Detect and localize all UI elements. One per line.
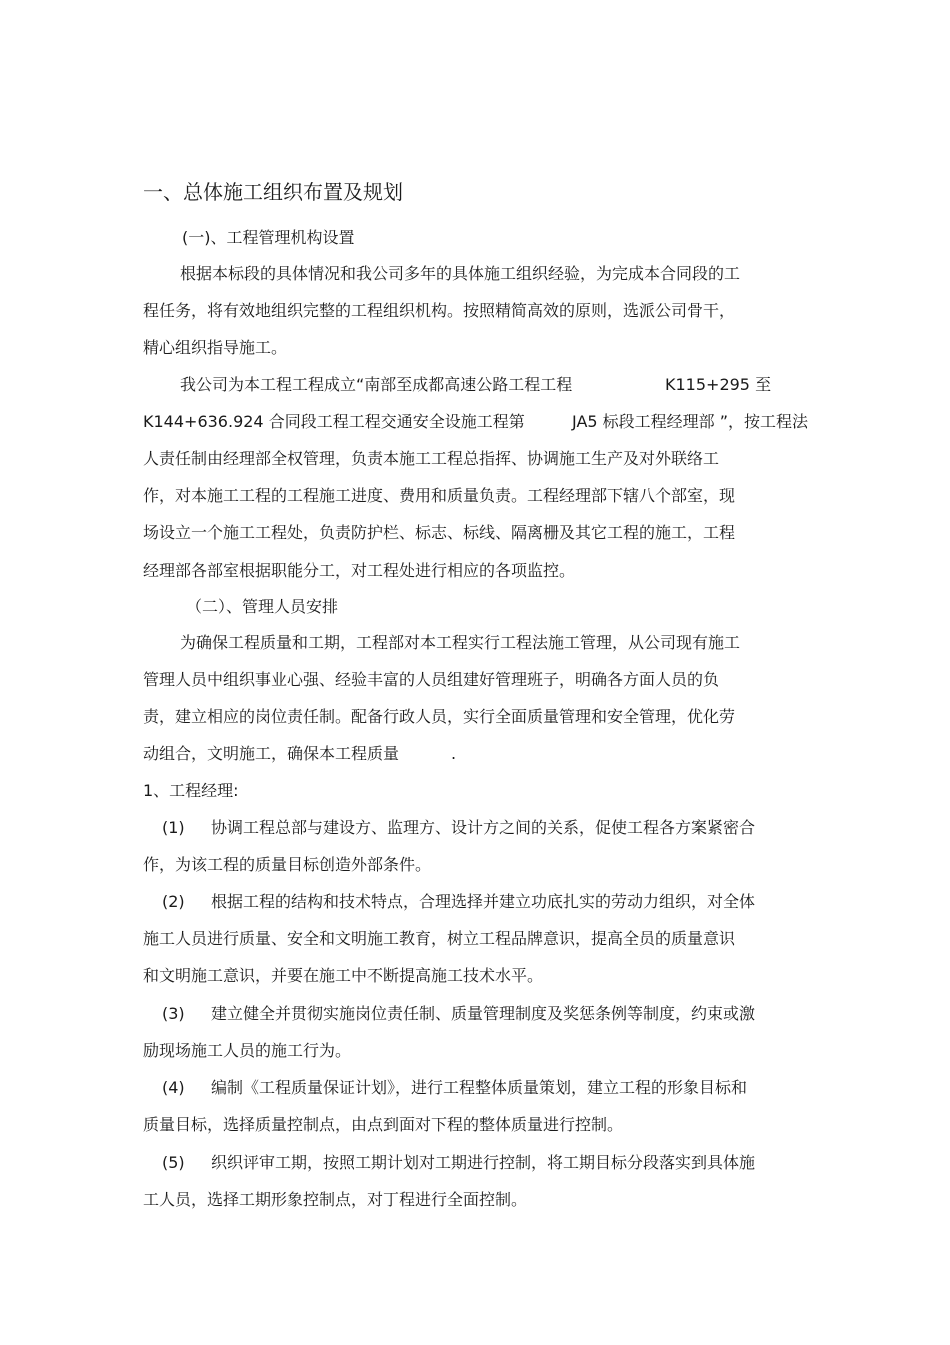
paragraph-line: 动组合，文明施工，确保本工程质量 (143, 744, 400, 763)
duty-text: 励现场施工人员的施工行为。 (143, 1041, 352, 1060)
paragraph-period: . (451, 744, 457, 763)
paragraph-line: 程任务，将有效地组织完整的工程组织机构。按照精简高效的原则，选派公司骨干， (143, 301, 736, 320)
section-title-1: (一)、工程管理机构设置 (182, 228, 355, 247)
duty-text: 根据工程的结构和技术特点，合理选择并建立功底扎实的劳动力组织，对全体 (211, 892, 756, 911)
paragraph-line: 精心组织指导施工。 (143, 338, 288, 357)
duty-text: 作，为该工程的质量目标创造外部条件。 (143, 855, 432, 874)
duty-number: (4) (162, 1078, 185, 1097)
paragraph-line: 责，建立相应的岗位责任制。配备行政人员，实行全面质量管理和安全管理，优化劳 (143, 707, 736, 726)
page-heading: 一、总体施工组织布置及规划 (143, 180, 403, 204)
paragraph-line: K115+295 至 (665, 375, 772, 394)
duty-text: 建立健全并贯彻实施岗位责任制、质量管理制度及奖惩条例等制度，约束或激 (211, 1004, 756, 1023)
duty-number: (1) (162, 818, 185, 837)
paragraph-line: 管理人员中组织事业心强、经验丰富的人员组建好管理班子，明确各方面人员的负 (143, 670, 720, 689)
duty-text: 施工人员进行质量、安全和文明施工教育，树立工程品牌意识，提高全员的质量意识 (143, 929, 736, 948)
duty-text: 工人员，选择工期形象控制点，对丁程进行全面控制。 (143, 1190, 528, 1209)
paragraph-line: JA5 标段工程经理部 ”，按工程法 (572, 412, 809, 431)
duty-text: 协调工程总部与建设方、监理方、设计方之间的关系，促使工程各方案紧密合 (211, 818, 756, 837)
duty-number: (5) (162, 1153, 185, 1172)
paragraph-line: K144+636.924 合同段工程工程交通安全设施工程第 (143, 412, 525, 431)
duty-number: (2) (162, 892, 185, 911)
paragraph-line: 根据本标段的具体情况和我公司多年的具体施工组织经验，为完成本合同段的工 (180, 264, 741, 283)
paragraph-line: 作，对本施工工程的工程施工进度、费用和质量负责。工程经理部下辖八个部室，现 (143, 486, 736, 505)
paragraph-line: 场设立一个施工工程处，负责防护栏、标志、标线、隔离栅及其它工程的施工，工程 (143, 523, 736, 542)
duty-text: 织织评审工期，按照工期计划对工期进行控制，将工期目标分段落实到具体施 (211, 1153, 756, 1172)
item-title: 1、工程经理: (143, 781, 239, 800)
paragraph-line: 为确保工程质量和工期，工程部对本工程实行工程法施工管理，从公司现有施工 (180, 633, 741, 652)
paragraph-line: 人责任制由经理部全权管理，负责本施工工程总指挥、协调施工生产及对外联络工 (143, 449, 720, 468)
duty-text: 和文明施工意识，并要在施工中不断提高施工技术水平。 (143, 966, 544, 985)
paragraph-line: 我公司为本工程工程成立“南部至成都高速公路工程工程 (180, 375, 573, 394)
section-title-2: （二）、管理人员安排 (186, 597, 339, 616)
duty-number: (3) (162, 1004, 185, 1023)
duty-text: 质量目标，选择质量控制点，由点到面对下程的整体质量进行控制。 (143, 1115, 624, 1134)
paragraph-line: 经理部各部室根据职能分工，对工程处进行相应的各项监控。 (143, 561, 576, 580)
duty-text: 编制《工程质量保证计划》，进行工程整体质量策划，建立工程的形象目标和 (211, 1078, 748, 1097)
